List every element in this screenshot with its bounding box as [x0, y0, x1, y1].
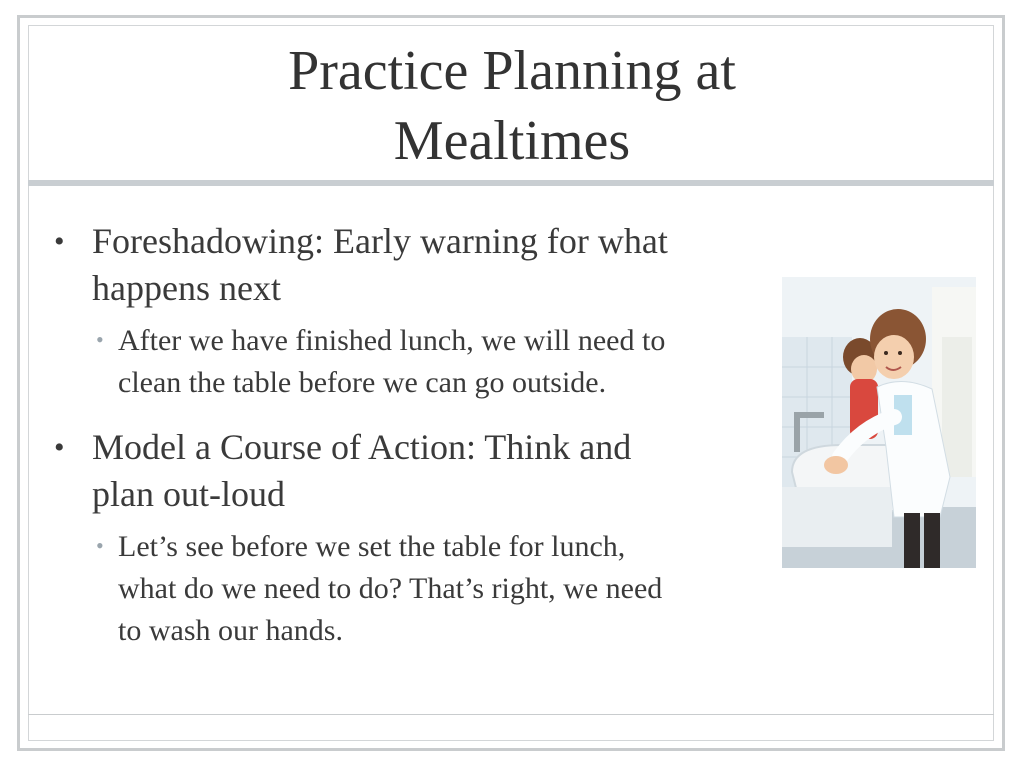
title-line-2: Mealtimes: [393, 110, 631, 172]
sub-bullet-marker: •: [96, 327, 104, 352]
bullet-text-line-2: plan out-loud: [92, 474, 285, 514]
bullet-item-foreshadowing: [52, 218, 782, 312]
slide-title: [40, 36, 984, 176]
sub-bullet-text-line-1: Let’s see before we set the table for lunch,: [118, 530, 626, 563]
sub-bullet-item-wash-hands: [96, 526, 782, 652]
sub-bullet-text-line-1: After we have finished lunch, we will need to: [118, 324, 666, 357]
bullet-marker: •: [54, 431, 65, 464]
sub-bullet-text-line-3: to wash our hands.: [118, 614, 343, 647]
children-washing-hands-photo: [782, 277, 976, 568]
sub-bullet-text-line-2: what do we need to do? That’s right, we need: [118, 572, 663, 605]
title-divider: [28, 180, 994, 186]
bullet-text-line-1: Model a Course of Action: Think and: [92, 427, 632, 467]
bullet-text-line-2: happens next: [92, 268, 281, 308]
bullet-text-line-1: Foreshadowing: Early warning for what: [92, 221, 668, 261]
sub-bullet-marker: •: [96, 533, 104, 558]
bullet-marker: •: [54, 225, 65, 258]
bullet-item-model-course-of-action: [52, 424, 782, 518]
footer-divider: [28, 714, 994, 715]
slide-body: [52, 218, 782, 652]
sub-bullet-item-lunch-cleanup: [96, 320, 782, 404]
title-line-1: Practice Planning at: [288, 40, 736, 102]
sub-bullet-text-line-2: clean the table before we can go outside.: [118, 366, 607, 399]
